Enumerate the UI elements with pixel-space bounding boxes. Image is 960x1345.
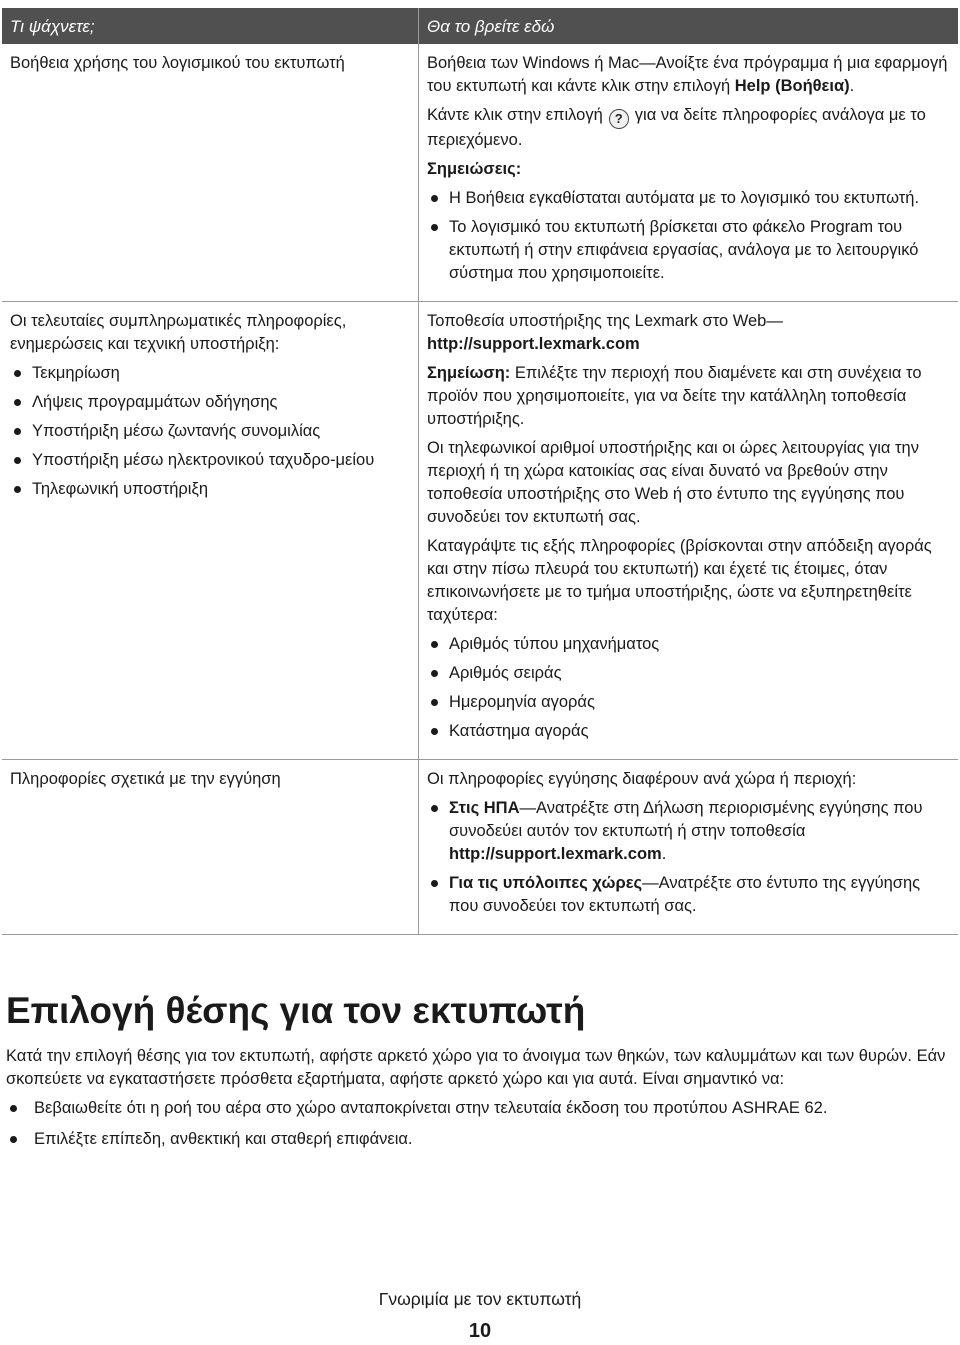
section-intro: Κατά την επιλογή θέσης για τον εκτυπωτή, αφήστε αρκετό χώρο για το άνοιγμα των θηκών, των καλυμμάτων και των θυρών. Εάν σκοπεύετε να εγκαταστήσετε πρόσθετα εξαρτήματα, αφήστε αρκετό χώρο και για αυτά. Είναι σημαντικό να:: [6, 1047, 946, 1088]
context-help-text-before: Κάντε κλικ στην επιλογή: [427, 106, 603, 124]
table-header-row: [2, 8, 958, 44]
warranty-intro: Οι πληροφορίες εγγύησης διαφέρουν ανά χώρα ή περιοχή:: [427, 770, 857, 788]
question-mark-icon: ?: [609, 109, 629, 129]
list-item: Ημερομηνία αγοράς: [449, 691, 950, 714]
notes-list: [427, 187, 950, 285]
list-item: Η Βοήθεια εγκαθίσταται αυτόματα με το λογισμικό του εκτυπωτή.: [449, 187, 950, 210]
section-body: [6, 1045, 956, 1159]
row1-where-cell: [419, 44, 959, 302]
support-types-list: [10, 362, 410, 501]
row3-where-cell: [419, 760, 959, 935]
list-item: Αριθμός τύπου μηχανήματος: [449, 633, 950, 656]
support-intro: Οι τελευταίες συμπληρωματικές πληροφορίες, ενημερώσεις και τεχνική υποστήριξη:: [10, 312, 347, 353]
record-info-list: [427, 633, 950, 743]
list-item: Υποστήριξη μέσω ζωντανής συνομιλίας: [32, 420, 410, 443]
row1-what-cell: [2, 44, 419, 302]
row3-what-text: Πληροφορίες σχετικά με την εγγύηση: [10, 770, 281, 788]
header-what-looking-for: Τι ψάχνετε;: [2, 8, 419, 44]
list-item: [449, 872, 950, 918]
header-where-to-find: Θα το βρείτε εδώ: [419, 8, 959, 44]
other-countries-label: Για τις υπόλοιπες χώρες: [449, 874, 643, 892]
table-row: [2, 44, 958, 302]
list-item: Αριθμός σειράς: [449, 662, 950, 685]
list-item: Κατάστημα αγοράς: [449, 720, 950, 743]
footer-chapter-title: Γνωριμία με τον εκτυπωτή: [378, 1289, 582, 1309]
notes-label: Σημειώσεις:: [427, 160, 522, 178]
us-label: Στις ΗΠΑ: [449, 799, 520, 817]
record-info-paragraph: Καταγράψτε τις εξής πληροφορίες (βρίσκονται στην απόδειξη αγοράς και στην πίσω πλευρά του εκτυπωτή) και έχετέ τις έτοιμες, όταν επικοινωνήσετε με το τμήμα υποστήριξης, ώστε να εξυπηρετηθείτε ταχύτερα:: [427, 537, 932, 624]
region-note: [427, 362, 950, 431]
note-text: Επιλέξτε την περιοχή που διαμένετε και στη συνέχεια το προϊόν που χρησιμοποιείτε, για να δείτε την κατάλληλη τοποθεσία υποστήριξης.: [427, 364, 922, 428]
note-label: Σημείωση:: [427, 364, 511, 382]
phone-support-paragraph: Οι τηλεφωνικοί αριθμοί υποστήριξης και οι ώρες λειτουργίας για την περιοχή ή τη χώρα κατοικίας σας είναι δυνατό να βρεθούν στην τοποθεσία υποστήριξης στο Web ή στο έντυπο της εγγύησης που συνοδεύει τον εκτυπωτή σας.: [427, 439, 919, 526]
row2-what-cell: [2, 302, 419, 760]
warranty-url-link[interactable]: http://support.lexmark.com: [449, 845, 662, 863]
help-text: Βοήθεια των Windows ή Mac—Ανοίξτε ένα πρόγραμμα ή μια εφαρμογή του εκτυπωτή και κάντε κλικ στην επιλογή: [427, 54, 948, 95]
support-url-link[interactable]: http://support.lexmark.com: [427, 335, 640, 353]
list-item: Λήψεις προγραμμάτων οδήγησης: [32, 391, 410, 414]
us-text-end: .: [661, 845, 667, 863]
help-menu-label: Help (Βοήθεια): [734, 77, 850, 95]
list-item: Βεβαιωθείτε ότι η ροή του αέρα στο χώρο ανταποκρίνεται στην τελευταία έκδοση του προτύπου ASHRAE 62.: [34, 1097, 956, 1120]
list-item: Υποστήριξη μέσω ηλεκτρονικού ταχυδρο-μείου: [32, 449, 410, 472]
page-number: 10: [468, 1320, 492, 1342]
list-item: Τεκμηρίωση: [32, 362, 410, 385]
help-text-end: .: [849, 77, 855, 95]
web-support-paragraph: [427, 310, 950, 356]
row3-what-cell: [2, 760, 419, 935]
table-row: [2, 760, 958, 935]
list-item: Το λογισμικό του εκτυπωτή βρίσκεται στο φάκελο Program του εκτυπωτή ή στην επιφάνεια εργασίας, ανάλογα με το λειτουργικό σύστημα που χρησιμοποιείτε.: [449, 216, 950, 285]
row1-what-text: Βοήθεια χρήσης του λογισμικού του εκτυπωτή: [10, 54, 345, 72]
warranty-list: [427, 797, 950, 918]
placement-requirements-list: [6, 1097, 956, 1151]
context-help-paragraph: [427, 104, 950, 152]
section-title: Επιλογή θέσης για τον εκτυπωτή: [6, 990, 586, 1031]
row2-where-cell: [419, 302, 959, 760]
help-reference-table: [2, 8, 958, 935]
web-support-label: Τοποθεσία υποστήριξης της Lexmark στο Web—: [427, 312, 783, 330]
table-row: [2, 302, 958, 760]
list-item: Επιλέξτε επίπεδη, ανθεκτική και σταθερή επιφάνεια.: [34, 1128, 956, 1151]
other-countries-text: —Ανατρέξτε στο έντυπο της εγγύησης που συνοδεύει τον εκτυπωτή σας.: [449, 874, 921, 915]
us-text: —Ανατρέξτε στη Δήλωση περιορισμένης εγγύησης που συνοδεύει αυτόν τον εκτυπωτή ή στην τοποθεσία: [449, 799, 923, 840]
list-item: [449, 797, 950, 866]
list-item: Τηλεφωνική υποστήριξη: [32, 478, 410, 501]
help-paragraph: [427, 52, 950, 98]
context-help-text-after: για να δείτε πληροφορίες ανάλογα με το περιεχόμενο.: [427, 106, 926, 149]
